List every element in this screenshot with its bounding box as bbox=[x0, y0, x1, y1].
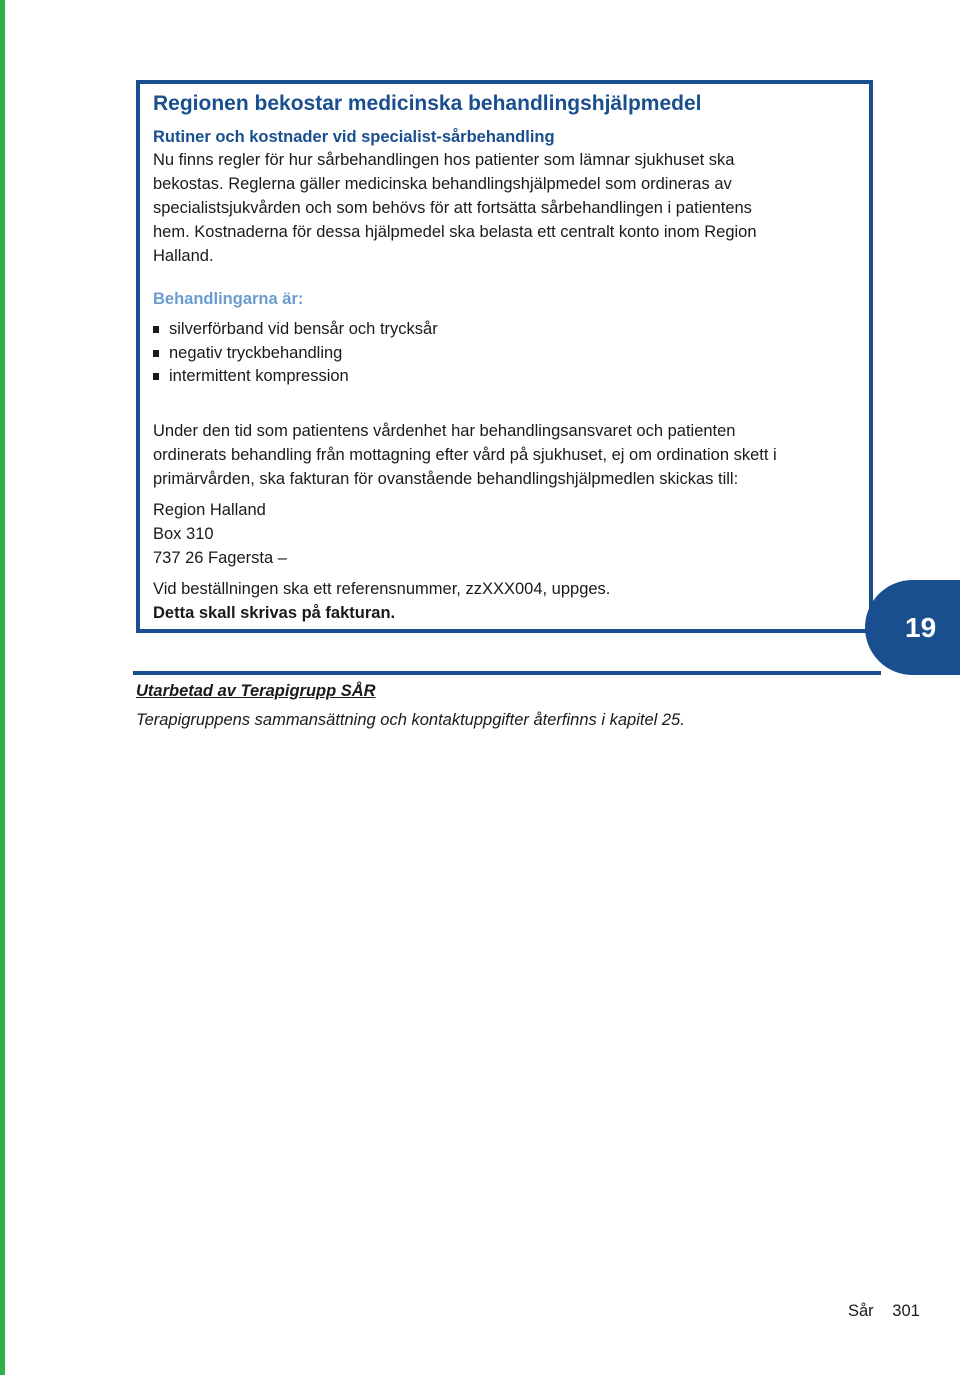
page-footer bbox=[848, 1300, 920, 1322]
billing-line: Under den tid som patientens vårdenhet har behandlingsansvaret och patienten bbox=[153, 421, 736, 440]
billing-line: primärvården, ska fakturan för ovanstående behandlingshjälpmedlen skickas till: bbox=[153, 469, 739, 488]
box-subheading: Rutiner och kostnader vid specialist-sårbehandling bbox=[153, 128, 555, 146]
page-number: 301 bbox=[892, 1302, 920, 1320]
chapter-number: 19 bbox=[905, 612, 937, 643]
reference-line: Vid beställningen ska ett referensnummer, zzXXX004, uppges. bbox=[153, 579, 611, 598]
billing-paragraph bbox=[153, 419, 858, 491]
square-bullet-icon bbox=[153, 326, 159, 333]
list-item-text: silverförband vid bensår och trycksår bbox=[169, 320, 438, 338]
author-title: Utarbetad av Terapigrupp SÅR bbox=[136, 682, 376, 700]
section-divider bbox=[133, 671, 881, 675]
treatments-list bbox=[153, 318, 858, 389]
info-box bbox=[136, 80, 873, 633]
intro-line: Nu finns regler för hur sårbehandlingen hos patienter som lämnar sjukhuset ska bbox=[153, 151, 735, 169]
square-bullet-icon bbox=[153, 350, 159, 357]
section-name: Sår bbox=[848, 1302, 874, 1320]
list-item bbox=[153, 365, 858, 389]
intro-line: Halland. bbox=[153, 247, 214, 265]
box-title: Regionen bekostar medicinska behandlingshjälpmedel bbox=[153, 92, 702, 115]
billing-line: ordinerats behandling från mottagning efter vård på sjukhuset, ej om ordination skett i bbox=[153, 445, 777, 464]
intro-line: hem. Kostnaderna för dessa hjälpmedel ska belasta ett centralt konto inom Region bbox=[153, 223, 757, 241]
address-line: 737 26 Fagersta – bbox=[153, 548, 287, 567]
intro-line: specialistsjukvården och som behövs för att fortsätta sårbehandlingen i patientens bbox=[153, 199, 752, 217]
list-item bbox=[153, 342, 858, 366]
author-note: Terapigruppens sammansättning och kontaktuppgifter återfinns i kapitel 25. bbox=[136, 711, 685, 729]
intro-line: bekostas. Reglerna gäller medicinska behandlingshjälpmedel som ordineras av bbox=[153, 175, 732, 193]
address-line: Region Halland bbox=[153, 500, 266, 519]
chapter-tab bbox=[865, 580, 960, 675]
square-bullet-icon bbox=[153, 373, 159, 380]
reference-paragraph bbox=[153, 577, 858, 625]
intro-paragraph bbox=[153, 148, 858, 268]
list-item bbox=[153, 318, 858, 342]
list-item-text: intermittent kompression bbox=[169, 367, 349, 385]
info-box-content bbox=[153, 90, 858, 625]
invoice-note: Detta skall skrivas på fakturan. bbox=[153, 603, 396, 622]
address-line: Box 310 bbox=[153, 524, 214, 543]
list-item-text: negativ tryckbehandling bbox=[169, 343, 343, 362]
address-block bbox=[153, 498, 858, 570]
page-edge-stripe bbox=[0, 0, 5, 1375]
treatments-heading: Behandlingarna är: bbox=[153, 290, 304, 308]
